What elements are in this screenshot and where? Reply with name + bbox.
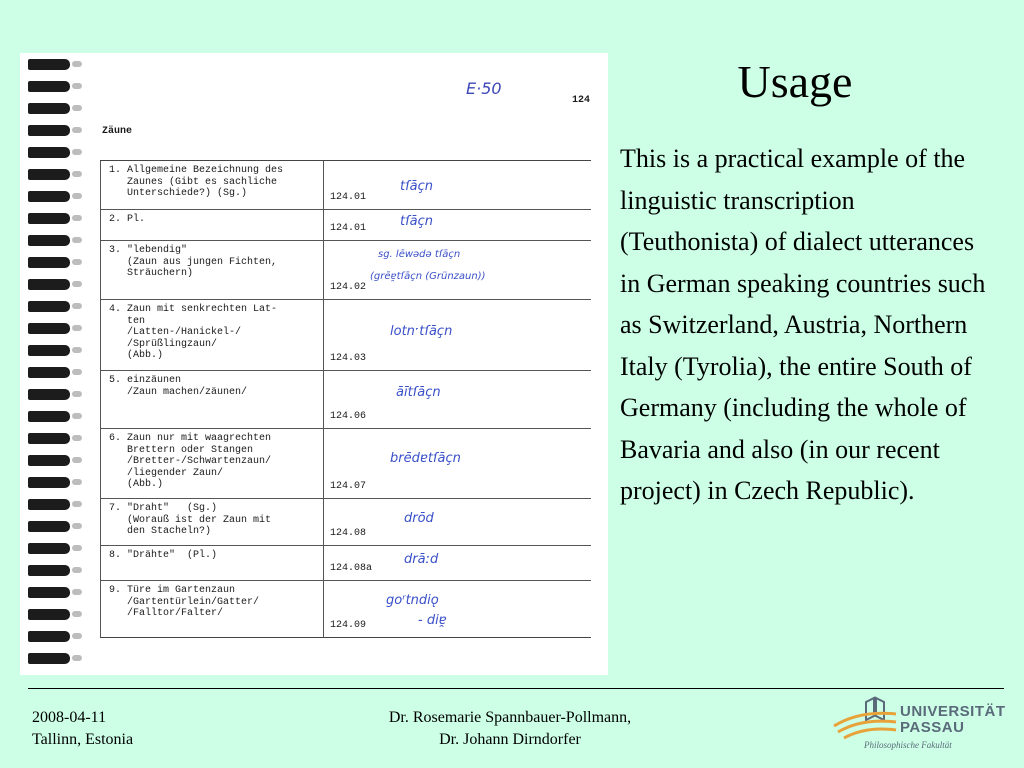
binding-ring [28, 389, 70, 400]
binding-ring [28, 631, 70, 642]
question-code: 124.03 [330, 353, 367, 364]
handwritten-page-code: E·50 [466, 79, 502, 98]
handwritten-transcription-alt: (grēɐ̯tſāçn (Grünzaun)) [370, 271, 486, 282]
binding-ring [28, 543, 70, 554]
handwritten-transcription: drōd [404, 511, 434, 526]
footer-place: Tallinn, Estonia [32, 731, 134, 748]
binding-ring [28, 301, 70, 312]
binding-ring [28, 125, 70, 136]
binding-ring [28, 147, 70, 158]
question-code: 124.02 [330, 282, 367, 293]
question-text: 9. Türe im Gartenzaun /Gartentürlein/Gatter/ /Falltor/Falter/ [109, 585, 260, 619]
table-row [100, 209, 591, 240]
handwritten-transcription: drāːd [404, 552, 439, 567]
table-row [100, 580, 591, 637]
question-text: 3. "lebendig" (Zaun aus jungen Fichten, Sträuchern) [109, 245, 278, 279]
university-logo [830, 696, 1010, 756]
question-text: 5. einzäunen /Zaun machen/zäunen/ [109, 375, 248, 398]
scan-page-number: 124 [572, 95, 591, 106]
table-row [100, 161, 591, 209]
question-text: 1. Allgemeine Bezeichnung des Zaunes (Gibt es sachliche Unterschiede?) (Sg.) [109, 165, 284, 199]
binding-ring [28, 653, 70, 664]
binding-ring [28, 477, 70, 488]
binding-ring [28, 235, 70, 246]
footer-author-1: Dr. Rosemarie Spannbauer-Pollmann, [388, 709, 632, 726]
footer-author-2: Dr. Johann Dirndorfer [439, 731, 581, 748]
binding-ring [28, 279, 70, 290]
question-code: 124.06 [330, 411, 367, 422]
handwritten-transcription: lotnˑtſāçn [390, 324, 453, 339]
question-code: 124.01 [330, 223, 367, 234]
binding-ring [28, 345, 70, 356]
logo-line-1: UNIVERSITÄT [900, 703, 1006, 720]
slide-body-text: This is a practical example of the linguistic transcription (Teuthonista) of dialect utterances in German speaking countries such as Switzerland, Austria, Northern Italy (Tyrolia), the entire South of Germany (including the whole of Bavaria and also (in our recent project) in Czech Republic). [620, 144, 986, 505]
table-row [100, 240, 591, 299]
binding-ring [28, 367, 70, 378]
binding-ring [28, 499, 70, 510]
table-row [100, 299, 591, 370]
scan-section-title: Zäune [102, 126, 133, 137]
binding-ring [28, 433, 70, 444]
footer-divider [28, 688, 1004, 689]
binding-ring [28, 565, 70, 576]
footer-authors [340, 707, 680, 751]
binding-ring [28, 587, 70, 598]
table-row [100, 370, 591, 428]
logo-subtitle: Philosophische Fakultät [864, 740, 952, 750]
handwritten-transcription: brēdɐtſāçn [390, 451, 461, 466]
question-text: 6. Zaun nur mit waagrechten Brettern oder Stangen /Bretter-/Schwartenzaun/ /liegender Zaun/ (Abb.) [109, 433, 272, 490]
binding-ring [28, 81, 70, 92]
binding-ring [28, 411, 70, 422]
handwritten-transcription: goʳtndiǫ [386, 593, 439, 608]
binding-ring [28, 323, 70, 334]
binding-ring [28, 191, 70, 202]
binding-ring [28, 103, 70, 114]
question-code: 124.08a [330, 563, 373, 574]
question-text: 8. "Drähte" (Pl.) [109, 550, 218, 561]
footer-date: 2008-04-11 [32, 709, 107, 726]
handwritten-transcription: sg. lēwədə tſāçn [378, 249, 461, 260]
handwritten-transcription: tſāçn [400, 179, 434, 194]
spiral-binding [20, 53, 88, 675]
binding-ring [28, 169, 70, 180]
question-code: 124.08 [330, 528, 367, 539]
footer-date-place [32, 707, 133, 751]
scanned-questionnaire-image [20, 53, 608, 675]
handwritten-transcription: āītſāçn [396, 385, 441, 400]
university-logo-icon [830, 696, 900, 746]
binding-ring [28, 257, 70, 268]
binding-ring [28, 521, 70, 532]
binding-ring [28, 609, 70, 620]
logo-line-2: PASSAU [900, 719, 965, 736]
binding-ring [28, 213, 70, 224]
question-text: 2. Pl. [109, 214, 146, 225]
questionnaire-table [100, 160, 591, 638]
question-code: 124.01 [330, 192, 367, 203]
binding-ring [28, 455, 70, 466]
question-code: 124.09 [330, 620, 367, 631]
binding-ring [28, 59, 70, 70]
table-row [100, 428, 591, 498]
slide-title: Usage [737, 56, 853, 107]
question-code: 124.07 [330, 481, 367, 492]
question-text: 7. "Draht" (Sg.) (Worauß ist der Zaun mit den Stacheln?) [109, 503, 272, 537]
handwritten-transcription-alt: - diɐ̯ [418, 613, 447, 628]
handwritten-transcription: tſāçn [400, 214, 434, 229]
question-text: 4. Zaun mit senkrechten Lat- ten /Latten-/Hanickel-/ /Sprüßlingzaun/ (Abb.) [109, 304, 278, 361]
table-row [100, 545, 591, 580]
table-row [100, 498, 591, 545]
